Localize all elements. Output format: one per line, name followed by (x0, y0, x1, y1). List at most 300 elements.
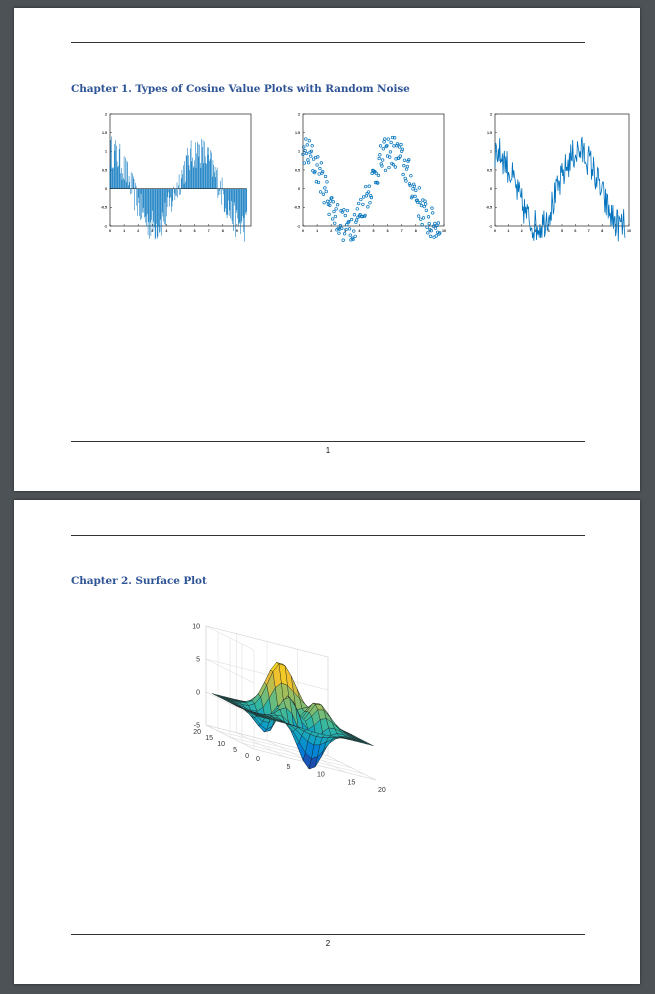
scatter-point (309, 155, 312, 158)
x-tick-label: 0 (256, 756, 260, 763)
scatter-point (360, 198, 363, 201)
scatter-point (369, 201, 372, 204)
y-tick-label: 0 (105, 186, 107, 191)
scatter-point (381, 159, 384, 162)
bar (171, 189, 172, 212)
bar (215, 167, 216, 189)
bar (157, 189, 158, 239)
scatter-point (379, 145, 382, 148)
bar (110, 140, 111, 189)
bar (127, 162, 128, 188)
bar (138, 189, 139, 198)
bar (191, 140, 192, 188)
bar (134, 179, 135, 189)
x-tick-label: 3 (344, 229, 347, 233)
bar (227, 189, 228, 215)
scatter-point (393, 145, 396, 148)
document-page-2 (14, 500, 640, 984)
bar (134, 189, 135, 211)
chapter-heading: Chapter 1. Types of Cosine Value Plots with Random Noise (71, 83, 410, 95)
bar (238, 189, 239, 227)
bar (232, 189, 233, 221)
bar (111, 136, 112, 188)
bar (120, 173, 121, 189)
scatter-point (324, 175, 327, 178)
header-rule (71, 535, 585, 536)
bar (163, 189, 164, 222)
x-tick-label: 7 (207, 229, 210, 233)
x-tick-label: 5 (372, 229, 375, 233)
bar (154, 189, 155, 228)
scatter-point (406, 165, 409, 168)
x-tick-label: 9 (235, 229, 238, 233)
scatter-point (342, 239, 345, 242)
bar (208, 147, 209, 188)
scatter-point (410, 174, 413, 177)
bar (193, 168, 194, 189)
bar (163, 189, 164, 217)
bar (121, 168, 122, 189)
scatter-point (338, 232, 341, 235)
x-tick-label: 15 (347, 779, 356, 787)
bar (216, 170, 217, 189)
x-tick-label: 6 (574, 229, 577, 233)
scatter-chart (282, 104, 446, 234)
bar (153, 189, 154, 222)
scatter-point (390, 141, 393, 144)
bar (187, 156, 188, 189)
z-tick-label: -5 (193, 722, 200, 730)
scatter-point (319, 167, 322, 170)
scatter-point (367, 206, 370, 209)
bar (218, 189, 219, 198)
bar (168, 189, 169, 193)
bar (196, 153, 197, 188)
bar (150, 189, 151, 223)
z-tick-label: 0 (196, 689, 200, 697)
x-tick-label: 3 (151, 229, 154, 233)
y-tick-label: 0 (245, 753, 249, 760)
scatter-point (421, 223, 424, 226)
bar (244, 189, 245, 242)
bar (237, 189, 238, 219)
bar (223, 189, 224, 191)
scatter-point (305, 138, 308, 141)
bar (117, 162, 118, 189)
bar (232, 189, 233, 224)
bar (126, 182, 127, 188)
bar (132, 189, 133, 194)
scatter-point (334, 215, 337, 218)
y-tick-label: 1.5 (102, 130, 107, 135)
bar (166, 189, 167, 217)
scatter-point (362, 203, 365, 206)
x-tick-label: 9 (428, 229, 431, 233)
scatter-point (326, 200, 329, 203)
bar (247, 189, 248, 212)
bar (233, 189, 234, 231)
y-tick-label: -0.5 (293, 205, 300, 210)
bar (170, 189, 171, 198)
bar (127, 161, 128, 189)
bar (170, 189, 171, 198)
bar (204, 142, 205, 189)
bar (236, 189, 237, 213)
y-tick-label: -1 (296, 224, 300, 229)
bar (182, 170, 183, 189)
bar (211, 152, 212, 188)
bar (187, 148, 188, 189)
bar (152, 189, 153, 211)
bar (177, 189, 178, 198)
x-tick-label: 5 (561, 229, 563, 233)
bar (227, 189, 228, 218)
scatter-point (308, 140, 311, 143)
bar (156, 189, 157, 224)
bar (168, 189, 169, 197)
bar (237, 189, 238, 210)
scatter-point (424, 200, 427, 203)
bar (239, 189, 240, 223)
bar (178, 185, 179, 188)
scatter-point (418, 187, 421, 190)
scatter-point (307, 159, 310, 162)
scatter-point (311, 144, 314, 147)
scatter-point (332, 201, 335, 204)
bar (153, 189, 154, 232)
x-tick-label: 8 (414, 229, 417, 233)
scatter-point (405, 168, 408, 171)
bar (122, 180, 123, 189)
scatter-point (425, 209, 428, 212)
bar (118, 166, 119, 189)
scatter-point (364, 185, 367, 188)
bar (196, 168, 197, 189)
scatter-point (377, 174, 380, 177)
bar (213, 165, 214, 189)
scatter-point (384, 169, 387, 172)
scatter-point (387, 138, 390, 141)
bar (144, 189, 145, 213)
scatter-point (431, 212, 434, 215)
bar (176, 189, 177, 196)
scatter-point (382, 148, 385, 151)
bar (201, 139, 202, 189)
scatter-point (415, 189, 418, 192)
scatter-point (420, 204, 423, 207)
x-tick-label: 10 (627, 229, 631, 233)
x-tick-label: 5 (179, 229, 182, 233)
bar (172, 189, 173, 207)
x-tick-label: 20 (378, 787, 386, 794)
bar (140, 189, 141, 220)
y-tick-label: -0.5 (485, 205, 492, 210)
bar (137, 189, 138, 216)
bar (201, 168, 202, 189)
x-tick-label: 7 (400, 229, 403, 233)
bar (203, 140, 204, 188)
y-tick-label: 1 (105, 149, 107, 154)
scatter-point (316, 164, 319, 167)
bar (194, 160, 195, 188)
y-tick-label: -1 (488, 224, 492, 229)
footer-rule (71, 441, 585, 442)
bar (208, 155, 209, 189)
bar (147, 189, 148, 214)
bar (225, 189, 226, 212)
scatter-point (328, 213, 331, 216)
bar (175, 189, 176, 196)
x-tick-label: 4 (358, 229, 361, 233)
x-tick-label: 0 (109, 229, 111, 233)
scatter-point (319, 191, 322, 194)
bar (155, 189, 156, 240)
scatter-point (305, 152, 308, 155)
y-tick-label: 1.5 (295, 130, 300, 135)
bar (194, 166, 195, 189)
scatter-point (333, 222, 336, 225)
bar (230, 189, 231, 219)
y-tick-label: 0.5 (102, 168, 107, 173)
scatter-point (429, 235, 432, 238)
bar (144, 189, 145, 218)
bar (146, 189, 147, 217)
bar (223, 189, 224, 195)
scatter-point (354, 235, 357, 238)
scatter-point (320, 162, 323, 165)
bar (151, 189, 152, 236)
scatter-point (403, 159, 406, 162)
bar-chart (89, 104, 249, 234)
scatter-point (389, 151, 392, 154)
bar (231, 189, 232, 201)
y-tick-label: -0.5 (100, 205, 107, 210)
bar (195, 143, 196, 189)
x-tick-label: 5 (286, 763, 291, 771)
scatter-point (405, 180, 408, 183)
scatter-point (306, 144, 309, 147)
bar (160, 189, 161, 232)
bar (189, 165, 190, 188)
scatter-point (428, 222, 431, 225)
bar (133, 177, 134, 189)
document-page-1 (14, 8, 640, 491)
scatter-point (356, 208, 359, 211)
scatter-point (362, 196, 365, 199)
scatter-point (412, 188, 415, 191)
x-tick-label: 6 (386, 229, 389, 233)
bar (192, 158, 193, 189)
bar (180, 189, 181, 195)
bar (234, 189, 235, 203)
bar (217, 168, 218, 189)
chapter-heading: Chapter 2. Surface Plot (71, 575, 207, 587)
x-tick-label: 8 (221, 229, 224, 233)
x-tick-label: 1 (123, 229, 126, 233)
scatter-point (414, 195, 417, 198)
bar (169, 189, 170, 207)
bar (146, 189, 147, 227)
scatter-point (325, 190, 328, 193)
bar (241, 189, 242, 224)
scatter-point (400, 143, 403, 146)
scatter-point (324, 187, 327, 190)
bar (245, 189, 246, 214)
y-tick-label: 1.5 (487, 130, 492, 135)
bar (239, 189, 240, 224)
bar (115, 140, 116, 188)
scatter-point (383, 141, 386, 144)
bar (162, 189, 163, 213)
y-tick-label: 2 (105, 112, 107, 117)
bar (129, 176, 130, 189)
bar (141, 189, 142, 219)
bar (240, 189, 241, 234)
bar (113, 168, 114, 189)
scatter-point (394, 166, 397, 169)
x-tick-label: 10 (317, 771, 325, 779)
bar (113, 168, 114, 188)
bar (173, 187, 174, 189)
bar (125, 158, 126, 189)
bar (160, 189, 161, 220)
y-tick-label: 2 (490, 112, 492, 117)
bar (129, 182, 130, 189)
bar (149, 189, 150, 222)
surface-plot (84, 623, 414, 838)
x-tick-label: 8 (601, 229, 604, 233)
bar (172, 189, 173, 201)
bar (122, 173, 123, 188)
y-tick-label: 0 (298, 186, 300, 191)
y-tick-label: 0.5 (295, 168, 300, 173)
page-number: 1 (325, 446, 331, 455)
scatter-point (343, 208, 346, 211)
bar (202, 147, 203, 189)
y-tick-label: 1 (490, 149, 492, 154)
bar (189, 170, 190, 188)
bar (214, 172, 215, 188)
bar (120, 144, 121, 189)
bar (235, 189, 236, 206)
bar (215, 177, 216, 188)
scatter-point (419, 218, 422, 221)
bar (165, 189, 166, 226)
bar (224, 189, 225, 212)
bar (225, 189, 226, 209)
bar (219, 189, 220, 191)
bar (188, 155, 189, 189)
scatter-point (417, 215, 420, 218)
scatter-point (336, 203, 339, 206)
line-chart (474, 104, 634, 234)
bar (167, 189, 168, 207)
x-tick-label: 0 (302, 229, 304, 233)
bar (184, 161, 185, 188)
scatter-point (349, 234, 352, 237)
bar (211, 150, 212, 189)
bar (139, 189, 140, 203)
bar (143, 189, 144, 208)
y-tick-label: 10 (217, 741, 225, 748)
bar (112, 167, 113, 188)
bar (197, 142, 198, 189)
bar (181, 178, 182, 188)
bar (222, 178, 223, 189)
z-tick-label: 5 (196, 656, 200, 664)
bar (132, 174, 133, 189)
bar (142, 189, 143, 213)
bar (221, 189, 222, 205)
bar (164, 189, 165, 225)
scatter-point (348, 228, 351, 231)
bar (210, 159, 211, 189)
x-tick-label: 1 (316, 229, 319, 233)
y-tick-label: 20 (193, 729, 201, 736)
x-tick-label: 10 (442, 229, 446, 233)
bar (200, 163, 201, 189)
x-tick-label: 1 (507, 229, 510, 233)
bar (213, 160, 214, 189)
bar (184, 184, 185, 189)
scatter-point (303, 162, 306, 165)
bar (117, 167, 118, 189)
x-tick-label: 6 (193, 229, 196, 233)
bar (192, 161, 193, 188)
scatter-point (383, 138, 386, 141)
scatter-point (346, 209, 349, 212)
x-tick-label: 4 (547, 229, 550, 233)
surface-facet (365, 743, 374, 746)
bar (158, 189, 159, 237)
bar (123, 178, 124, 189)
scatter-point (323, 201, 326, 204)
bar (212, 177, 213, 189)
scatter-point (431, 207, 434, 210)
bar (185, 182, 186, 189)
bar (131, 172, 132, 188)
y-tick-label: 5 (233, 747, 237, 754)
scatter-point (322, 193, 325, 196)
bar (220, 181, 221, 189)
bar (242, 189, 243, 222)
x-tick-label: 7 (587, 229, 590, 233)
scatter-point (329, 200, 332, 203)
page-number: 2 (325, 939, 331, 948)
bar (180, 189, 181, 195)
bar (151, 189, 152, 220)
scatter-point (352, 230, 355, 233)
bar (226, 189, 227, 215)
bar (206, 163, 207, 189)
bar (156, 189, 157, 238)
y-tick-label: 2 (298, 112, 300, 117)
scatter-point (304, 149, 307, 152)
bar (218, 189, 219, 195)
scatter-point (403, 164, 406, 167)
scatter-point (333, 210, 336, 213)
bar (139, 189, 140, 216)
bar (161, 189, 162, 236)
bar (235, 189, 236, 237)
scatter-point (368, 185, 371, 188)
bar (124, 156, 125, 188)
x-tick-label: 4 (165, 229, 168, 233)
bar (148, 189, 149, 235)
bar (220, 189, 221, 195)
scatter-point (434, 227, 437, 230)
scatter-point (379, 154, 382, 157)
